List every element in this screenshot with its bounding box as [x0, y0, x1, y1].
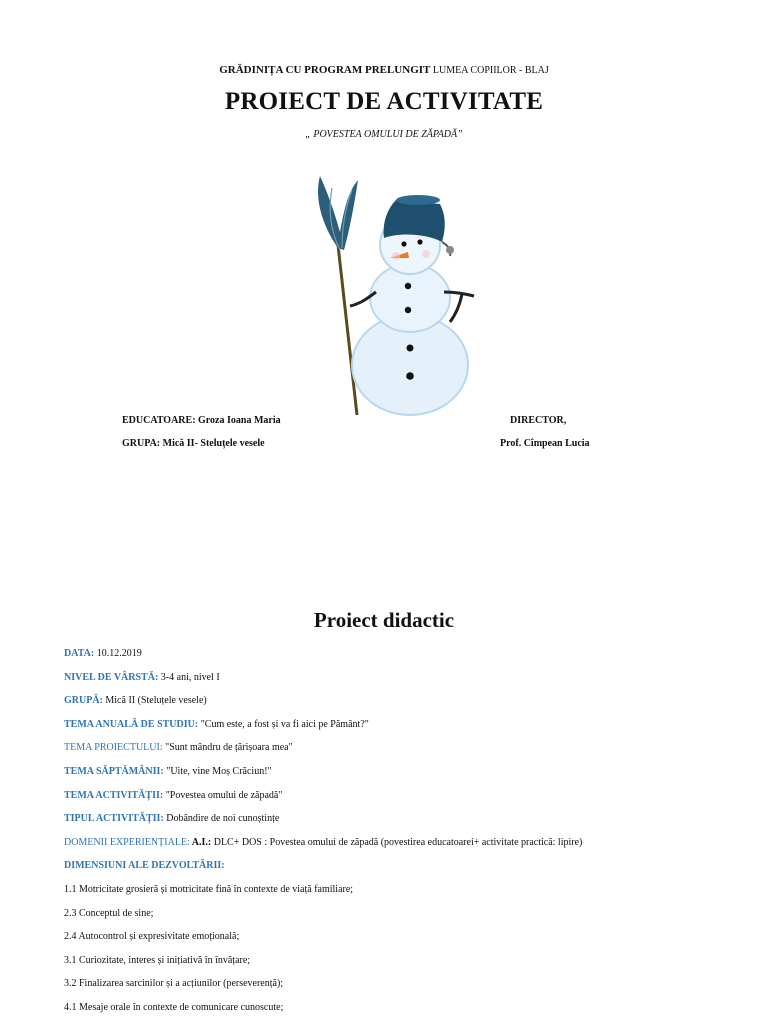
- field-label: TEMA SĂPTĂMÂNII:: [64, 766, 164, 777]
- field-label: NIVEL DE VÂRSTĂ:: [64, 672, 159, 683]
- kindergarten-name-bold: GRĂDINIȚA CU PROGRAM PRELUNGIT: [219, 64, 431, 76]
- field-label: DOMENII EXPERIENȚIALE:: [64, 837, 190, 848]
- document-title: PROIECT DE ACTIVITATE: [224, 88, 544, 115]
- field-label: TEMA ANUALĂ DE STUDIU:: [64, 719, 199, 730]
- field-value: "Sunt mândru de țărișoara mea": [162, 742, 293, 753]
- field-date: [64, 648, 142, 659]
- kindergarten-name: [0, 64, 768, 76]
- field-value: "Povestea omului de zăpadă": [163, 790, 283, 801]
- snowman-illustration: [300, 170, 490, 420]
- field-value: Mică II (Steluțele vesele): [102, 695, 207, 706]
- field-activity-theme: [64, 790, 282, 801]
- field-label: DATA:: [64, 648, 95, 659]
- field-label: GRUPĂ:: [64, 695, 103, 706]
- section-title: Proiect didactic: [313, 608, 455, 632]
- dimension-item: 3.1 Curiozitate, interes și inițiativă în învățare;: [64, 955, 251, 966]
- dimension-item: 1.1 Motricitate grosieră și motricitate fină în contexte de viață familiare;: [64, 884, 354, 895]
- field-annual-theme: [64, 719, 369, 730]
- field-group: [64, 695, 207, 706]
- field-label: TIPUL ACTIVITĂȚII:: [64, 813, 164, 824]
- story-subtitle: „ POVESTEA OMULUI DE ZĂPADĂ”: [305, 129, 463, 140]
- director-label: DIRECTOR,: [510, 415, 567, 426]
- field-value: DLC+ DOS : Povestea omului de zăpadă (povestirea educatoarei+ activitate practică: lipire): [211, 837, 583, 848]
- dimension-item: 2.3 Conceptul de sine;: [64, 908, 154, 919]
- kindergarten-name-rest: LUMEA COPIILOR - BLAJ: [432, 65, 549, 76]
- director-name: Prof. Cîmpean Lucia: [500, 438, 590, 449]
- field-project-theme: [64, 742, 293, 753]
- educator-signature: EDUCATOARE: Groza Ioana Maria: [122, 415, 281, 426]
- field-value-bold: A.I.:: [189, 837, 212, 848]
- group-signature: GRUPA: Mică II- Steluțele vesele: [122, 438, 265, 449]
- field-value: 10.12.2019: [94, 648, 142, 659]
- field-value: Dobândire de noi cunoștințe: [163, 813, 280, 824]
- field-value: "Cum este, a fost și va fi aici pe Pământ?": [198, 719, 369, 730]
- field-dimensions: [64, 860, 225, 871]
- field-age-level: [64, 672, 220, 683]
- dimension-item: 4.1 Mesaje orale în contexte de comunicare cunoscute;: [64, 1002, 284, 1013]
- dimension-item: 2.4 Autocontrol și expresivitate emoțională;: [64, 931, 240, 942]
- field-label: TEMA ACTIVITĂȚII:: [64, 790, 164, 801]
- field-week-theme: [64, 766, 272, 777]
- field-value: 3-4 ani, nivel I: [158, 672, 220, 683]
- field-label: DIMENSIUNI ALE DEZVOLTĂRII:: [64, 860, 225, 871]
- field-value: "Uite, vine Moș Crăciun!": [163, 766, 272, 777]
- field-activity-type: [64, 813, 279, 824]
- field-label: TEMA PROIECTULUI:: [64, 742, 163, 753]
- field-experiential-domains: [64, 837, 582, 848]
- dimension-item: 3.2 Finalizarea sarcinilor și a acțiunilor (perseverență);: [64, 978, 284, 989]
